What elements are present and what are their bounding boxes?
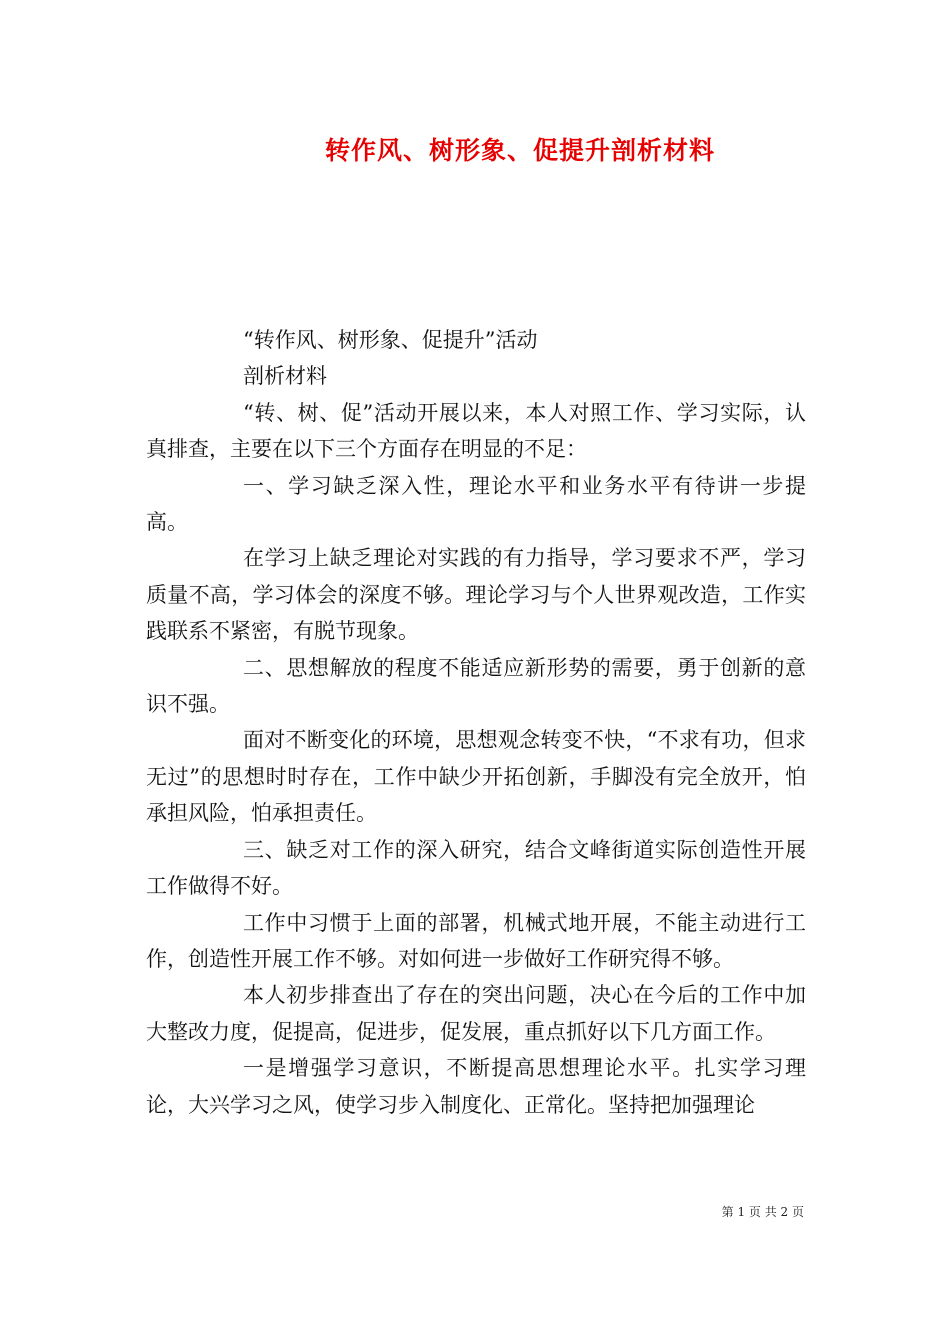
page-number: 第 1 页 共 2 页 <box>721 1205 804 1219</box>
paragraph: 二、思想解放的程度不能适应新形势的需要，勇于创新的意识不强。 <box>146 655 806 717</box>
paragraph: 一、学习缺乏深入性，理论水平和业务水平有待讲一步提高。 <box>146 473 806 535</box>
paragraph: 一是增强学习意识，不断提高思想理论水平。扎实学习理论，大兴学习之风，使学习步入制度化、正常化。坚持把加强理论 <box>146 1056 806 1117</box>
paragraph: “转作风、树形象、促提升”活动 <box>243 328 538 352</box>
paragraph: 工作中习惯于上面的部署，机械式地开展，不能主动进行工作，创造性开展工作不够。对如何进一步做好工作研究得不够。 <box>146 910 806 971</box>
paragraph: 三、缺乏对工作的深入研究，结合文峰街道实际创造性开展工作做得不好。 <box>146 837 806 899</box>
paragraph: 面对不断变化的环境，思想观念转变不快，“不求有功，但求无过”的思想时时存在，工作中缺少开拓创新，手脚没有完全放开，怕承担风险，怕承担责任。 <box>146 728 806 826</box>
paragraph: 本人初步排查出了存在的突出问题，决心在今后的工作中加大整改力度，促提高，促进步，促发展，重点抓好以下几方面工作。 <box>146 983 806 1044</box>
page-footer <box>722 1203 804 1220</box>
paragraph: 剖析材料 <box>243 364 327 389</box>
paragraph: “转、树、促”活动开展以来，本人对照工作、学习实际，认真排查，主要在以下三个方面存在明显的不足： <box>146 400 806 462</box>
document-body <box>146 322 806 1123</box>
paragraph: 在学习上缺乏理论对实践的有力指导，学习要求不严，学习质量不高，学习体会的深度不够。理论学习与个人世界观改造，工作实践联系不紧密，有脱节现象。 <box>146 546 806 644</box>
document-title: 转作风、树形象、促提升剖析材料 <box>324 136 715 165</box>
